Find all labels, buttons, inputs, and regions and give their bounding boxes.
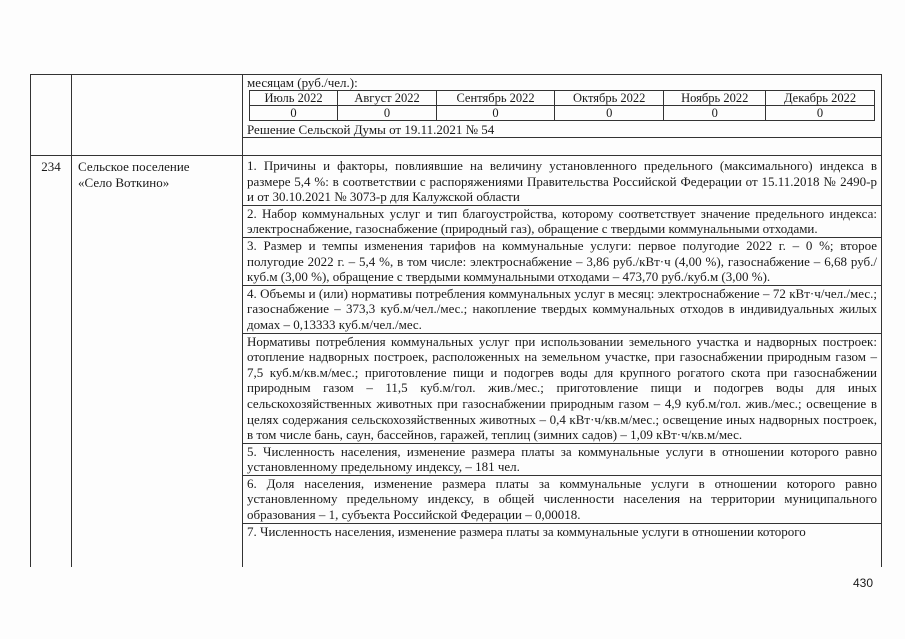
entry-details xyxy=(247,158,877,539)
paragraph-volumes: 4. Объемы и (или) нормативы потребления коммунальных услуг в месяц: электроснабжение – 72 кВт·ч/чел./мес.; газоснабжение – 373,3 куб.м/чел./мес.; накопление твердых коммунальных отходов в индивидуальных жилых домах – 0,13333 куб.м/чел./мес. xyxy=(243,285,881,333)
months-value-row xyxy=(250,106,875,121)
paragraph-tariffs: 3. Размер и темпы изменения тарифов на коммунальные услуги: первое полугодие 2022 г. – 0 %; второе полугодие 2022 г. – 5,4 %, в том числе: электроснабжение – 3,86 руб./кВт·ч (4,00 %), газоснабжение – 6,68 руб./куб.м (3,00 %), обращение с твердыми коммунальными отходами – 473,70 руб./куб.м (3,00 %). xyxy=(243,237,881,285)
month-value: 0 xyxy=(555,106,664,121)
column-divider xyxy=(71,75,72,567)
month-value: 0 xyxy=(437,106,555,121)
month-value: 0 xyxy=(664,106,766,121)
continuation-title: месяцам (руб./чел.): xyxy=(247,75,358,90)
municipality-line: Сельское поселение xyxy=(78,159,190,174)
paragraph-causes: 1. Причины и факторы, повлиявшие на величину установленного предельного (максимального) индекса в размере 5,4 %: в соответствии с распоряжениями Правительства Российской Федерации от 15.11.2018 № 2490-р и от 30.10.2021 № 3073-р для Калужской области xyxy=(247,158,877,205)
paragraph-population-2: 7. Численность населения, изменение размера платы за коммунальные услуги в отношении которого xyxy=(243,523,881,540)
month-label: Ноябрь 2022 xyxy=(664,91,766,106)
month-value: 0 xyxy=(338,106,437,121)
decision-reference: Решение Сельской Думы от 19.11.2021 № 54 xyxy=(243,121,881,138)
paragraph-norms: Нормативы потребления коммунальных услуг при использовании земельного участка и надворных построек: отопление надворных построек, расположенных на земельном участке, при газоснабжении природным газом – 7,5 куб.м/кв.м/мес.; приготовление пищи и подогрев воды для крупного рогатого скота при газоснабжении природным газом – 11,5 куб.м/гол. жив./мес.; приготовление пищи и подогрев воды для иных сельскохозяйственных животных при газоснабжении природным газом – 4,9 куб.м/гол. жив./мес.; освещение в целях содержания сельскохозяйственных животных – 0,4 кВт·ч/кв.м/мес.; освещение иных надворных построек, в том числе бань, саун, бассейнов, гаражей, теплиц (зимних садов) – 1,09 кВт·ч/кв.м/мес. xyxy=(243,333,881,443)
document-table xyxy=(30,74,882,567)
entry-number: 234 xyxy=(41,159,61,174)
month-value: 0 xyxy=(766,106,875,121)
month-value: 0 xyxy=(250,106,338,121)
monthly-values-table xyxy=(249,90,875,121)
month-label: Сентябрь 2022 xyxy=(437,91,555,106)
previous-entry-continuation xyxy=(243,75,881,138)
municipality-line: «Село Воткино» xyxy=(78,175,170,190)
months-header-row xyxy=(250,91,875,106)
row-divider xyxy=(31,155,881,156)
month-label: Июль 2022 xyxy=(250,91,338,106)
paragraph-services: 2. Набор коммунальных услуг и тип благоустройства, которому соответствует значение предельного индекса: электроснабжение, газоснабжение (природный газ), обращение с твердыми коммунальными отходами. xyxy=(243,205,881,237)
paragraph-population: 5. Численность населения, изменение размера платы за коммунальные услуги в отношении которого равно установленному предельному индексу, – 181 чел. xyxy=(243,443,881,475)
paragraph-share: 6. Доля населения, изменение размера платы за коммунальные услуги в отношении которого равно установленному предельному индексу, в общей численности населения на территории муниципального образования – 1, субъекта Российской Федерации – 0,00018. xyxy=(243,475,881,523)
month-label: Август 2022 xyxy=(338,91,437,106)
month-label: Октябрь 2022 xyxy=(555,91,664,106)
month-label: Декабрь 2022 xyxy=(766,91,875,106)
page-number: 430 xyxy=(853,576,874,590)
municipality-name xyxy=(78,159,238,191)
